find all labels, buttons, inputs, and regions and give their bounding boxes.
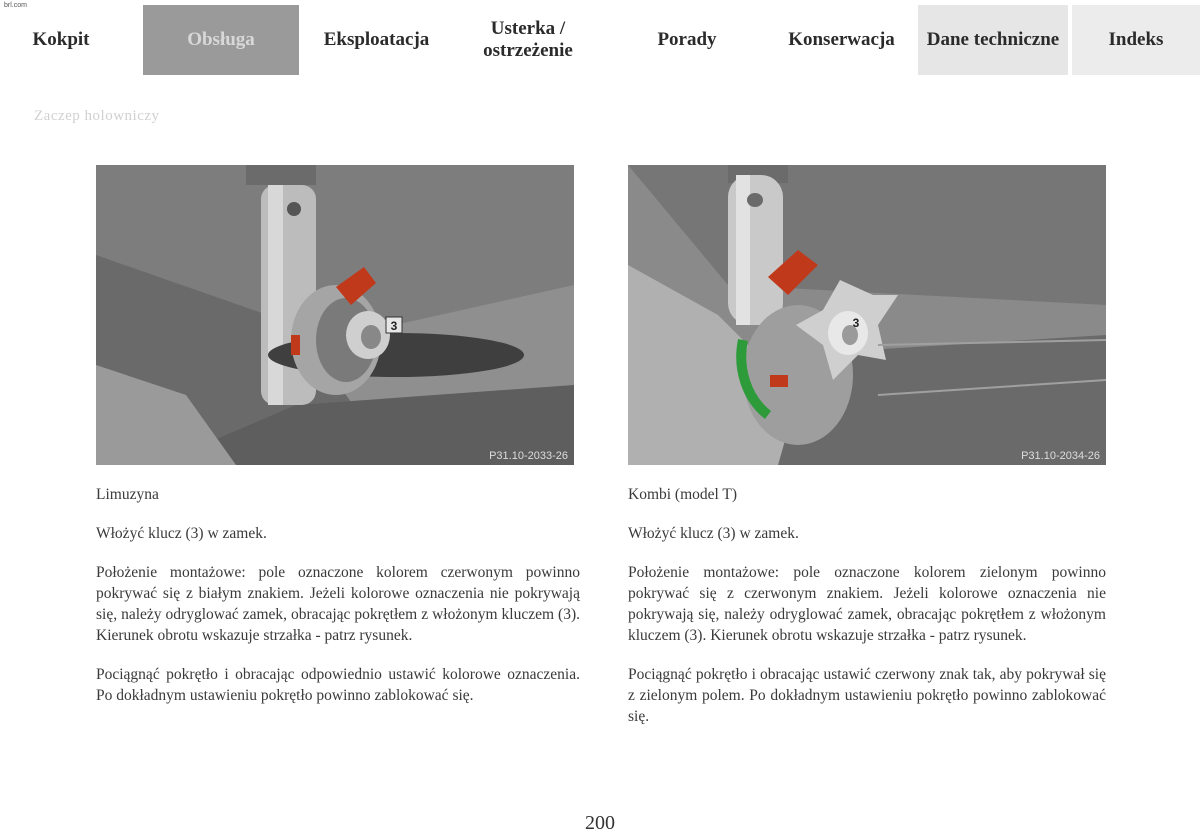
figure-limuzyna: [96, 165, 574, 465]
left-text-column: [96, 484, 580, 724]
tab-eksploatacja[interactable]: Eksploatacja: [323, 29, 430, 50]
figure-caption: Limuzyna: [96, 486, 159, 503]
figure-code: P31.10-2034-26: [1021, 450, 1100, 462]
paragraph: Położenie montażowe: pole oznaczone kolorem zielonym powinno pokrywać się z czerwonym znakiem. Jeżeli kolorowe oznaczenia nie pokrywają się, należy odryglować zamek, obracając pokrętłem z włożonym kluczem (3). Kierunek obrotu wskazuje strzałka - patrz rysunek.: [628, 564, 1106, 644]
tab-porady[interactable]: Porady: [657, 29, 717, 50]
tow-hook-sedan-illustration: [96, 165, 574, 465]
tab-indeks[interactable]: Indeks: [1072, 5, 1200, 75]
tow-hook-wagon-illustration: [628, 165, 1106, 465]
tab-usterka-ostrzezenie[interactable]: Usterka / ostrzeżenie: [483, 18, 573, 61]
tab-kokpit[interactable]: Kokpit: [32, 29, 90, 50]
paragraph: Włożyć klucz (3) w zamek.: [628, 525, 799, 542]
tab-konserwacja[interactable]: Konserwacja: [788, 29, 895, 50]
chapter-navigation: [0, 0, 1200, 76]
key-callout: 3: [852, 316, 860, 330]
section-title: Zaczep holowniczy: [34, 108, 160, 124]
figure-caption: Kombi (model T): [628, 486, 738, 503]
page-number: 200: [585, 812, 615, 834]
key-callout: 3: [390, 319, 398, 333]
paragraph: Pociągnąć pokrętło i obracając odpowiednio ustawić kolorowe oznaczenia. Po dokładnym ustawieniu pokrętło powinno zablokować się.: [96, 666, 580, 704]
red-mark: [770, 375, 788, 387]
paragraph: Włożyć klucz (3) w zamek.: [96, 525, 267, 542]
tab-dane-techniczne[interactable]: Dane techniczne: [918, 5, 1068, 75]
figure-code: P31.10-2033-26: [489, 450, 568, 462]
right-text-column: [628, 484, 1106, 745]
tab-obsluga[interactable]: Obsługa: [143, 5, 299, 75]
paragraph: Położenie montażowe: pole oznaczone kolorem czerwonym powinno pokrywać się z białym znakiem. Jeżeli kolorowe oznaczenia nie pokrywają się, należy odryglować zamek, obracając pokrętłem z włożonym kluczem (3). Kierunek obrotu wskazuje strzałka - patrz rysunek.: [96, 564, 580, 644]
paragraph: Pociągnąć pokrętło i obracając ustawić czerwony znak tak, aby pokrywał się z zielonym polem. Po dokładnym ustawieniu pokrętło powinno zablokować się.: [628, 666, 1106, 725]
figure-kombi: [628, 165, 1106, 465]
site-mark: brl.com: [4, 2, 27, 9]
red-mark: [291, 335, 300, 355]
